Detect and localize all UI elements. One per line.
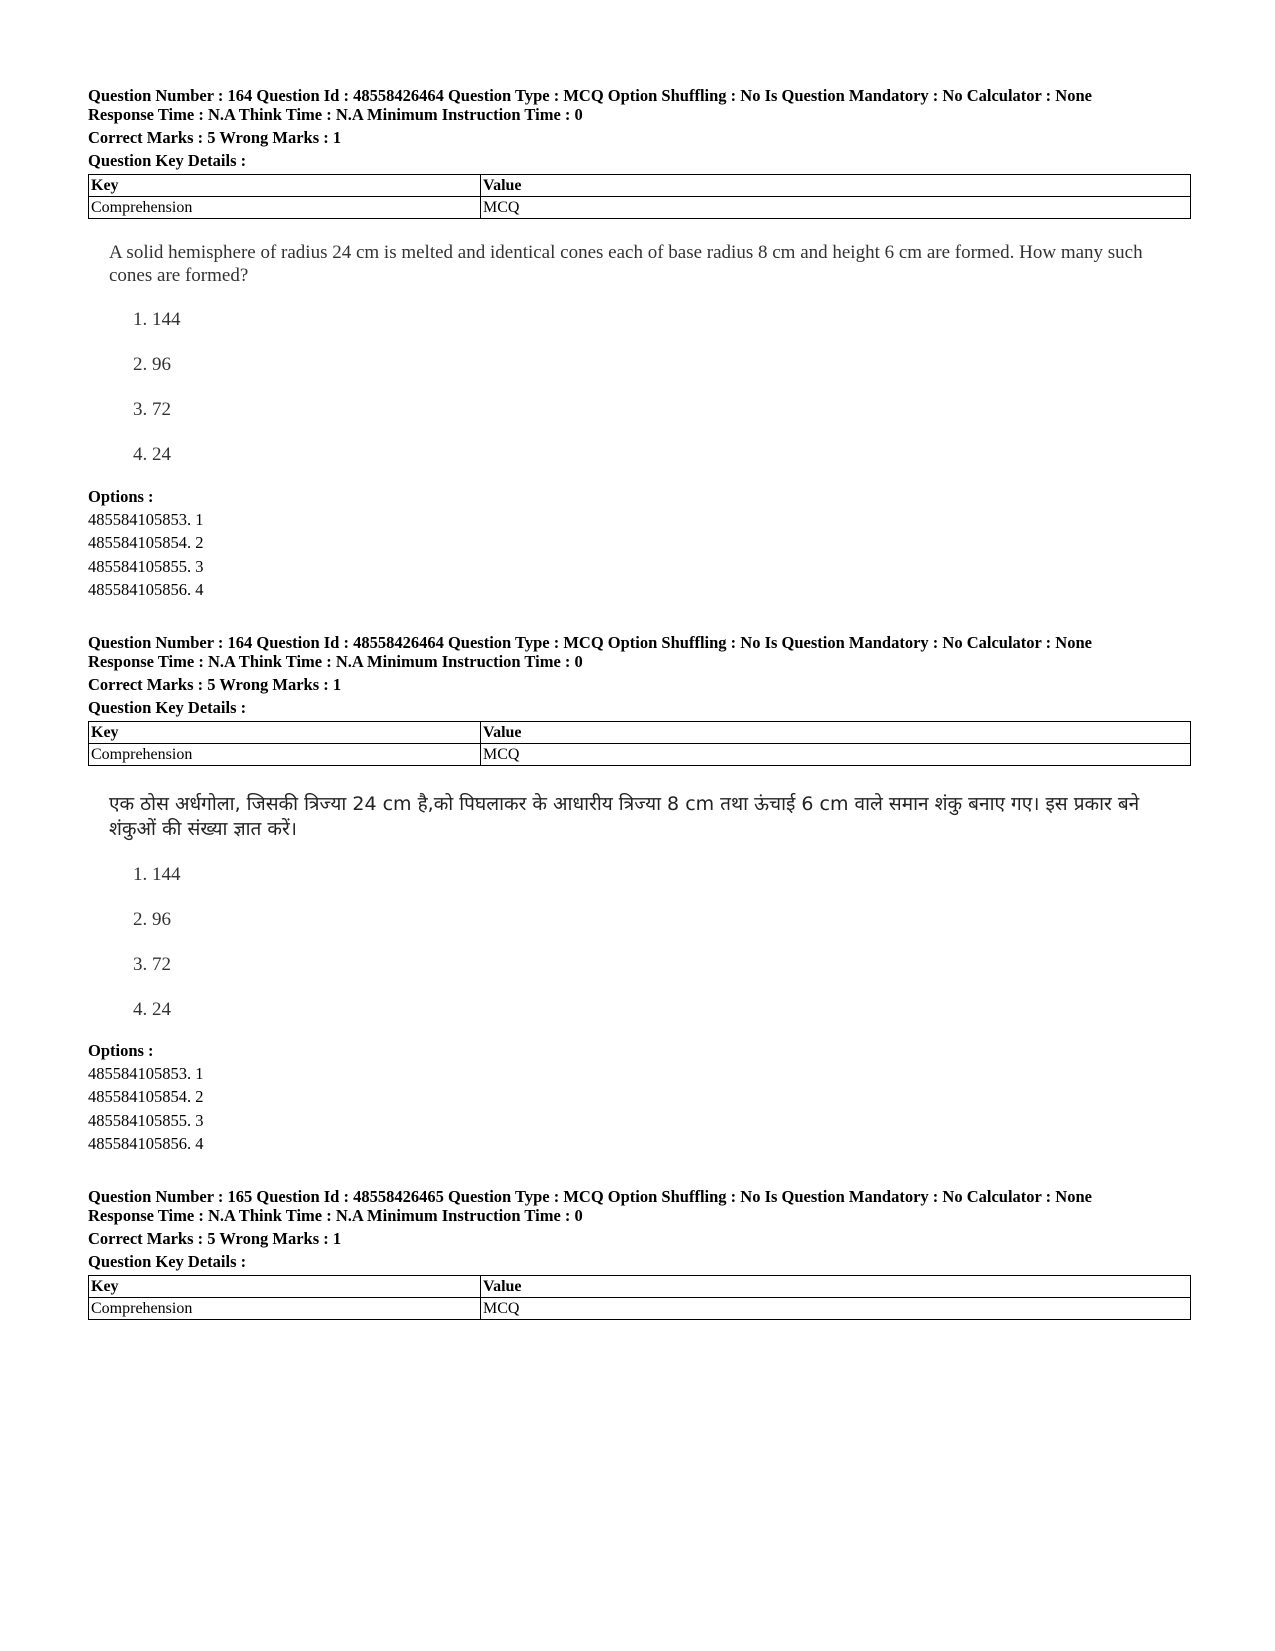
table-header-value: Value: [481, 722, 1191, 744]
key-details-label: Question Key Details :: [88, 698, 247, 717]
question-header-line: Question Number : 164 Question Id : 48558426464 Question Type : MCQ Option Shuffling : No Is Question Mandatory : No Calculator : None: [88, 86, 1092, 105]
response-time-line: Response Time : N.A Think Time : N.A Minimum Instruction Time : 0: [88, 1206, 583, 1225]
table-row: [89, 744, 1191, 766]
table-cell-value: MCQ: [481, 1298, 1191, 1320]
option-item: 485584105854. 2: [88, 533, 204, 553]
option-item: 485584105855. 3: [88, 556, 204, 576]
key-details-table: [88, 1275, 1191, 1320]
question-header-line: Question Number : 165 Question Id : 48558426465 Question Type : MCQ Option Shuffling : No Is Question Mandatory : No Calculator : None: [88, 1187, 1092, 1206]
table-header-value: Value: [481, 1276, 1191, 1298]
table-cell-value: MCQ: [481, 197, 1191, 219]
answer-choice: 4. 24: [133, 444, 171, 465]
table-row: [89, 197, 1191, 219]
answer-choice: 3. 72: [133, 399, 171, 420]
response-time-line: Response Time : N.A Think Time : N.A Minimum Instruction Time : 0: [88, 652, 583, 671]
option-item: 485584105855. 3: [88, 1110, 204, 1130]
answer-choice: 2. 96: [133, 909, 171, 930]
options-list-2: [88, 1039, 204, 1155]
table-header-row: [89, 1276, 1191, 1298]
table-row: [89, 1298, 1191, 1320]
option-item: 485584105853. 1: [88, 510, 204, 529]
option-item: 485584105856. 4: [88, 1133, 204, 1153]
marks-line: Correct Marks : 5 Wrong Marks : 1: [88, 128, 342, 147]
response-time-line: Response Time : N.A Think Time : N.A Minimum Instruction Time : 0: [88, 105, 583, 124]
table-cell-key: Comprehension: [89, 1298, 481, 1320]
table-cell-key: Comprehension: [89, 744, 481, 766]
table-header-value: Value: [481, 175, 1191, 197]
answer-choice: 2. 96: [133, 354, 171, 375]
table-header-row: [89, 175, 1191, 197]
question-header-line: Question Number : 164 Question Id : 48558426464 Question Type : MCQ Option Shuffling : No Is Question Mandatory : No Calculator : None: [88, 633, 1092, 652]
key-details-table: [88, 721, 1191, 766]
key-details-label: Question Key Details :: [88, 151, 247, 170]
question-meta-3: [88, 1187, 1191, 1320]
options-title: Options :: [88, 1041, 154, 1060]
question-meta-1: [88, 86, 1191, 219]
question-meta-2: [88, 633, 1191, 766]
answer-choice: 3. 72: [133, 954, 171, 975]
answer-choices-2: [133, 864, 181, 1044]
table-header-key: Key: [89, 175, 481, 197]
question-text-hindi: एक ठोस अर्धगोला, जिसकी त्रिज्या 24 cm है,को पिघलाकर के आधारीय त्रिज्या 8 cm तथा ऊंचाई 6 cm वाले समान शंकु बनाए गए। इस प्रकार बने शंकुओं की संख्या ज्ञात करें।: [109, 793, 1140, 840]
option-item: 485584105856. 4: [88, 579, 204, 599]
table-header-key: Key: [89, 1276, 481, 1298]
options-title: Options :: [88, 487, 154, 506]
key-details-table: [88, 174, 1191, 219]
option-item: 485584105854. 2: [88, 1087, 204, 1107]
options-list-1: [88, 485, 204, 601]
table-header-row: [89, 722, 1191, 744]
marks-line: Correct Marks : 5 Wrong Marks : 1: [88, 1229, 342, 1248]
table-cell-key: Comprehension: [89, 197, 481, 219]
marks-line: Correct Marks : 5 Wrong Marks : 1: [88, 675, 342, 694]
option-item: 485584105853. 1: [88, 1064, 204, 1083]
answer-choices-1: [133, 309, 181, 489]
question-text-english: A solid hemisphere of radius 24 cm is melted and identical cones each of base radius 8 cm and height 6 cm are formed. How many such cones are formed?: [109, 242, 1143, 286]
table-cell-value: MCQ: [481, 744, 1191, 766]
key-details-label: Question Key Details :: [88, 1252, 247, 1271]
answer-choice: 1. 144: [133, 864, 181, 885]
table-header-key: Key: [89, 722, 481, 744]
answer-choice: 4. 24: [133, 999, 171, 1020]
answer-choice: 1. 144: [133, 309, 181, 330]
